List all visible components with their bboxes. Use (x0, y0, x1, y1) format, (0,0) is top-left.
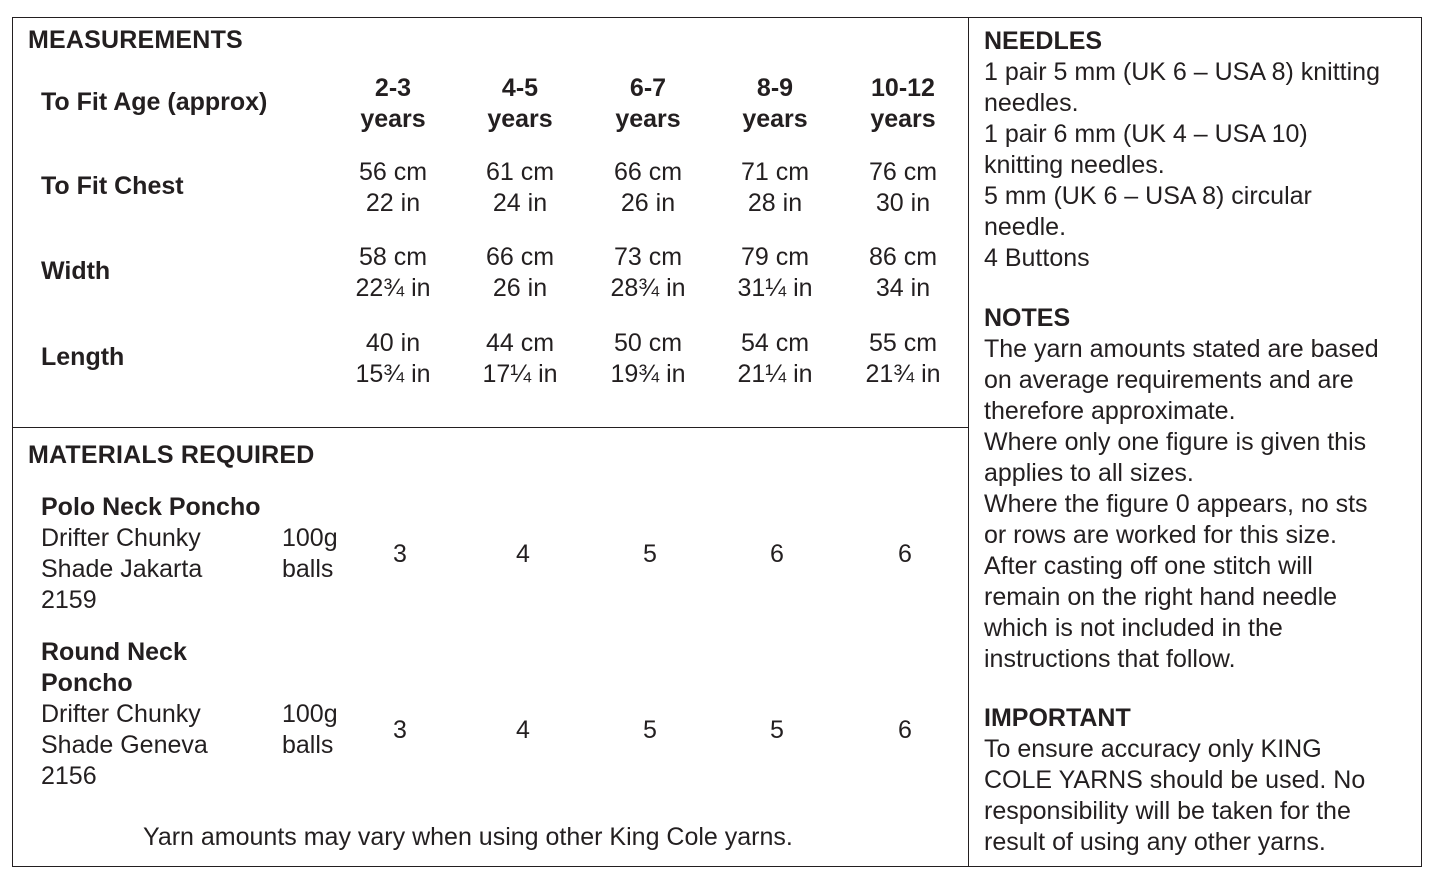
material-item (41, 492, 271, 616)
material-unit-line: balls (282, 730, 334, 759)
measurement-value: 8-9 (756, 74, 794, 102)
material-quantity: 6 (898, 715, 912, 744)
measurement-value: 54 cm (740, 329, 810, 357)
measurement-value: years (870, 105, 936, 133)
measurement-value: 79 cm (740, 243, 810, 271)
measurement-value: 26 in (492, 274, 548, 302)
measurement-value: 34 in (875, 274, 931, 302)
measurement-cell (593, 157, 703, 219)
notes-heading: NOTES (984, 304, 1071, 332)
important-line: responsibility will be taken for the (984, 797, 1351, 825)
measurement-value: 56 cm (358, 158, 428, 186)
needles-line: 1 pair 5 mm (UK 6 – USA 8) knitting (984, 58, 1380, 86)
measurement-value: 31¼ in (737, 274, 813, 302)
material-description: 2156 (41, 762, 97, 790)
notes-section (984, 303, 1414, 675)
notes-line: Where the figure 0 appears, no sts (984, 490, 1368, 518)
measurement-row-label: Length (41, 343, 125, 371)
material-item (41, 637, 271, 792)
notes-line: After casting off one stitch will (984, 552, 1313, 580)
notes-line: remain on the right hand needle (984, 583, 1338, 611)
needles-heading: NEEDLES (984, 27, 1103, 55)
material-description: 2159 (41, 586, 97, 614)
section-divider (12, 427, 968, 428)
measurement-value: 30 in (875, 189, 931, 217)
important-line: COLE YARNS should be used. No (984, 766, 1366, 794)
measurement-value: 15¾ in (355, 360, 431, 388)
material-quantity: 4 (516, 715, 530, 744)
notes-line: The yarn amounts stated are based (984, 335, 1379, 363)
measurement-value: 6-7 (629, 74, 667, 102)
material-quantity: 4 (516, 540, 530, 568)
measurement-value: 28 in (747, 189, 803, 217)
measurement-value: years (487, 105, 553, 133)
material-title: Polo Neck Poncho (41, 493, 261, 521)
measurement-cell (593, 328, 703, 390)
measurement-value: 4-5 (501, 74, 539, 102)
important-line: To ensure accuracy only KING (984, 735, 1322, 763)
material-quantity: 6 (770, 540, 784, 568)
measurement-value: 40 in (365, 329, 421, 357)
measurement-value: 21¼ in (737, 360, 813, 388)
materials-heading: MATERIALS REQUIRED (28, 441, 315, 469)
measurement-value: 73 cm (613, 243, 683, 271)
material-unit (282, 699, 338, 761)
needles-line: knitting needles. (984, 151, 1165, 179)
notes-line: Where only one figure is given this (984, 428, 1367, 456)
measurement-value: 24 in (492, 189, 548, 217)
notes-line: therefore approximate. (984, 397, 1236, 425)
yarn-footnote: Yarn amounts may vary when using other King Cole yarns. (143, 823, 793, 851)
material-quantity: 5 (643, 540, 657, 568)
measurement-value: 44 cm (485, 329, 555, 357)
measurement-cell (338, 157, 448, 219)
measurement-cell (720, 242, 830, 304)
measurement-cell (720, 328, 830, 390)
measurement-value: 26 in (620, 189, 676, 217)
notes-line: instructions that follow. (984, 645, 1236, 673)
measurement-cell (465, 73, 575, 135)
measurement-value: years (742, 105, 808, 133)
material-unit-line: 100g (282, 524, 338, 552)
measurement-cell (848, 73, 958, 135)
measurement-cell (593, 73, 703, 135)
notes-line: on average requirements and are (984, 366, 1354, 394)
measurement-value: 66 cm (485, 243, 555, 271)
material-unit-line: 100g (282, 699, 338, 728)
measurement-cell (465, 242, 575, 304)
measurement-value: 2-3 (374, 74, 412, 102)
needles-line: 1 pair 6 mm (UK 4 – USA 10) (984, 120, 1308, 148)
material-unit-line: balls (282, 555, 334, 583)
material-quantity: 5 (770, 715, 784, 744)
measurement-value: 17¼ in (482, 360, 558, 388)
column-divider (968, 17, 969, 867)
important-line: result of using any other yarns. (984, 828, 1326, 856)
material-quantity: 3 (393, 540, 407, 568)
needles-line: 4 Buttons (984, 244, 1090, 272)
needles-line: needle. (984, 213, 1067, 241)
measurements-heading: MEASUREMENTS (28, 26, 243, 54)
material-quantity: 6 (898, 540, 912, 568)
important-heading: IMPORTANT (984, 704, 1131, 732)
measurement-value: 50 cm (613, 329, 683, 357)
measurement-cell (848, 242, 958, 304)
needles-section (984, 26, 1414, 274)
measurement-value: 22¾ in (355, 274, 431, 302)
measurement-cell (848, 157, 958, 219)
measurement-value: 19¾ in (610, 360, 686, 388)
material-title: Poncho (41, 669, 133, 697)
needles-line: 5 mm (UK 6 – USA 8) circular (984, 182, 1312, 210)
measurement-cell (720, 73, 830, 135)
measurement-row-label: Width (41, 257, 111, 285)
measurement-value: 86 cm (868, 243, 938, 271)
needles-line: needles. (984, 89, 1079, 117)
measurement-value: 76 cm (868, 158, 938, 186)
measurement-value: 10-12 (871, 74, 935, 102)
measurement-cell (338, 242, 448, 304)
measurement-value: 61 cm (485, 158, 555, 186)
material-description: Drifter Chunky (41, 700, 201, 728)
measurement-cell (593, 242, 703, 304)
material-quantity: 5 (643, 715, 657, 744)
measurement-value: years (360, 105, 426, 133)
notes-line: or rows are worked for this size. (984, 521, 1337, 549)
material-description: Shade Geneva (41, 731, 208, 759)
measurement-value: 71 cm (740, 158, 810, 186)
measurement-cell (338, 73, 448, 135)
measurement-cell (338, 328, 448, 390)
measurement-cell (720, 157, 830, 219)
measurement-value: 66 cm (613, 158, 683, 186)
measurement-value: 21¾ in (865, 360, 941, 388)
measurement-value: 55 cm (868, 329, 938, 357)
measurement-value: 22 in (365, 189, 421, 217)
material-quantity: 3 (393, 715, 407, 744)
measurement-cell (465, 157, 575, 219)
material-unit (282, 523, 338, 585)
measurement-value: 28¾ in (610, 274, 686, 302)
material-description: Drifter Chunky (41, 524, 201, 552)
measurement-value: 58 cm (358, 243, 428, 271)
measurement-cell (465, 328, 575, 390)
important-section (984, 703, 1414, 858)
material-description: Shade Jakarta (41, 555, 203, 583)
measurement-cell (848, 328, 958, 390)
notes-line: applies to all sizes. (984, 459, 1194, 487)
measurement-value: years (615, 105, 681, 133)
notes-line: which is not included in the (984, 614, 1283, 642)
material-title: Round Neck (41, 638, 187, 666)
measurement-row-label: To Fit Chest (41, 172, 184, 200)
measurement-row-label: To Fit Age (approx) (41, 88, 268, 116)
